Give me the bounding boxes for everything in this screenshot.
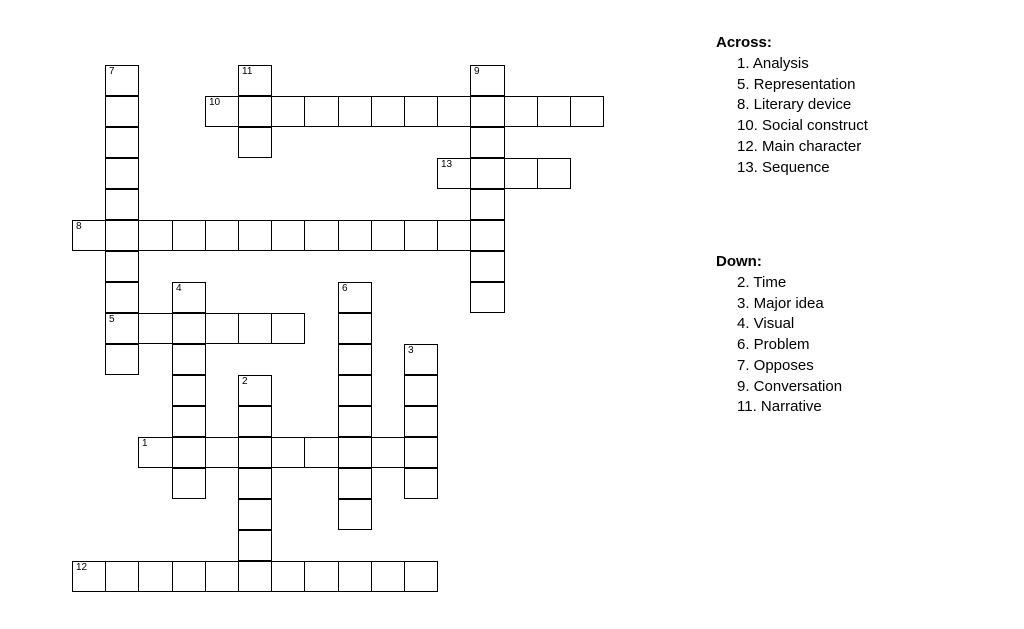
crossword-cell[interactable] [105,282,139,313]
crossword-cell[interactable] [338,282,372,313]
crossword-cell[interactable] [470,158,505,189]
crossword-cell[interactable] [371,220,405,251]
across-clue: 8. Literary device [737,96,852,114]
crossword-cell[interactable] [304,96,339,127]
down-clue: 6. Problem [737,336,810,354]
crossword-cell[interactable] [304,437,339,468]
crossword-cell[interactable] [338,375,372,406]
down-clues-panel [716,253,1006,418]
crossword-cell[interactable] [205,561,239,592]
down-clue: 7. Opposes [737,356,814,374]
crossword-cell[interactable] [470,96,505,127]
across-clue: 13. Sequence [737,158,830,176]
across-heading: Across: [716,34,772,51]
crossword-cell[interactable] [238,96,272,127]
crossword-cell[interactable] [138,561,173,592]
down-clue: 9. Conversation [737,377,843,395]
crossword-cell[interactable] [537,158,571,189]
across-clue: 10. Social construct [737,117,868,135]
crossword-cell[interactable] [338,344,372,375]
crossword-cell[interactable] [404,375,438,406]
crossword-cell[interactable] [238,65,272,96]
clue-number: 13 [441,159,453,170]
crossword-cell[interactable] [371,96,405,127]
crossword-cell[interactable] [437,96,471,127]
crossword-cell[interactable] [371,437,405,468]
clue-number: 5 [109,314,115,325]
across-clue: 12. Main character [737,137,862,155]
crossword-cell[interactable] [205,96,239,127]
crossword-cell[interactable] [338,313,372,344]
crossword-cell[interactable] [437,220,471,251]
crossword-cell[interactable] [172,437,206,468]
crossword-cell[interactable] [238,468,272,499]
clue-number: 10 [209,97,221,108]
crossword-cell[interactable] [238,313,272,344]
clue-number: 11 [242,66,253,77]
crossword-cell[interactable] [537,96,571,127]
crossword-cell[interactable] [404,561,438,592]
crossword-cell[interactable] [172,313,206,344]
crossword-cell[interactable] [470,251,505,282]
crossword-cell[interactable] [105,189,139,220]
crossword-cell[interactable] [138,313,173,344]
across-clue: 1. Analysis [737,55,809,72]
crossword-cell[interactable] [271,437,305,468]
down-clue-list [716,273,1006,418]
crossword-cell[interactable] [138,437,173,468]
crossword-cell[interactable] [404,96,438,127]
crossword-cell[interactable] [105,96,139,127]
down-clue: 11. Narrative [737,398,822,416]
clue-number: 8 [76,221,82,232]
crossword-cell[interactable] [205,437,239,468]
crossword-cell[interactable] [338,499,372,530]
crossword-cell[interactable] [271,220,305,251]
crossword-cell[interactable] [271,96,305,127]
crossword-cell[interactable] [105,251,139,282]
crossword-cell[interactable] [470,127,505,158]
crossword-cell[interactable] [470,282,505,313]
clue-number: 1 [142,438,148,449]
crossword-cell[interactable] [470,189,505,220]
down-clue: 3. Major idea [737,294,824,312]
crossword-cell[interactable] [238,375,272,406]
crossword-cell[interactable] [105,158,139,189]
crossword-cell[interactable] [138,220,173,251]
crossword-cell[interactable] [172,468,206,499]
across-clues-panel [716,34,1006,178]
down-clue: 4. Visual [737,315,795,333]
crossword-cell[interactable] [271,313,305,344]
crossword-cell[interactable] [338,406,372,437]
crossword-cell[interactable] [304,220,339,251]
crossword-cell[interactable] [172,282,206,313]
clue-number: 7 [109,66,115,77]
crossword-cell[interactable] [338,561,372,592]
crossword-cell[interactable] [404,406,438,437]
crossword-cell[interactable] [105,344,139,375]
crossword-cell[interactable] [172,406,206,437]
crossword-cell[interactable] [470,65,505,96]
crossword-cell[interactable] [205,313,239,344]
clue-number: 2 [242,376,248,387]
crossword-cell[interactable] [105,65,139,96]
crossword-cell[interactable] [172,220,206,251]
crossword-cell[interactable] [404,468,438,499]
crossword-cell[interactable] [404,437,438,468]
crossword-cell[interactable] [238,127,272,158]
crossword-cell[interactable] [570,96,604,127]
crossword-cell[interactable] [105,313,139,344]
crossword-cell[interactable] [205,220,239,251]
clue-number: 9 [474,66,480,77]
crossword-cell[interactable] [72,220,106,251]
crossword-cell[interactable] [172,561,206,592]
crossword-cell[interactable] [105,220,139,251]
clue-number: 4 [176,283,182,294]
crossword-cell[interactable] [338,220,372,251]
crossword-cell[interactable] [238,406,272,437]
crossword-cell[interactable] [504,158,538,189]
crossword-cell[interactable] [304,561,339,592]
crossword-cell[interactable] [238,530,272,561]
clue-number: 3 [408,345,414,356]
crossword-cell[interactable] [172,344,206,375]
clue-number: 12 [76,562,88,573]
crossword-cell[interactable] [238,561,272,592]
crossword-cell[interactable] [338,96,372,127]
crossword-cell[interactable] [172,375,206,406]
crossword-cell[interactable] [437,158,471,189]
crossword-cell[interactable] [338,437,372,468]
crossword-cell[interactable] [238,499,272,530]
crossword-cell[interactable] [238,220,272,251]
crossword-cell[interactable] [371,561,405,592]
clue-number: 6 [342,283,348,294]
across-clue-list [716,54,1006,178]
crossword-cell[interactable] [338,468,372,499]
down-clue: 2. Time [737,274,787,291]
crossword-cell[interactable] [105,127,139,158]
crossword-cell[interactable] [72,561,106,592]
crossword-cell[interactable] [404,344,438,375]
across-clue: 5. Representation [737,75,856,93]
crossword-cell[interactable] [238,437,272,468]
crossword-cell[interactable] [504,96,538,127]
crossword-cell[interactable] [404,220,438,251]
crossword-cell[interactable] [271,561,305,592]
crossword-cell[interactable] [105,561,139,592]
crossword-cell[interactable] [470,220,505,251]
down-heading: Down: [716,253,762,270]
